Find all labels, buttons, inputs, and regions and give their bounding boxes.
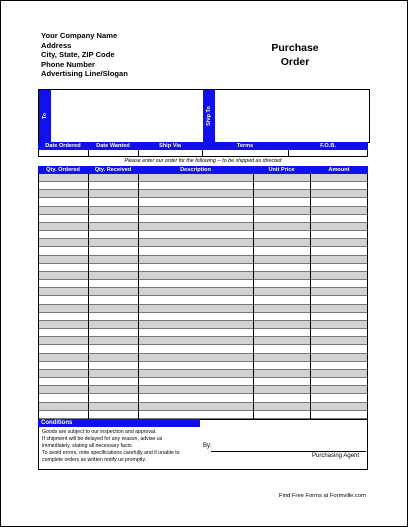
header-fob: F.O.B.: [320, 143, 336, 149]
address-section: [38, 89, 370, 143]
terms-field[interactable]: [203, 150, 289, 156]
footer-credit: Find Free Forms at Formville.com: [279, 493, 366, 499]
condition-line: If shipment will be delayed for any reason, advise us: [42, 436, 163, 443]
header-terms: Terms: [236, 143, 254, 149]
to-address-field[interactable]: [51, 90, 203, 142]
condition-line: Goods are subject to our inspection and approval.: [42, 429, 157, 435]
title-line-2: Order: [280, 55, 310, 68]
conditions-text: [38, 427, 200, 470]
title-line-1: Purchase: [271, 42, 319, 54]
header-ship-via: Ship Via: [159, 143, 181, 149]
signature-section: [200, 419, 368, 470]
column-divider: [88, 174, 89, 419]
header-description: Description: [180, 167, 211, 173]
column-divider: [138, 174, 139, 419]
order-info-values: [38, 150, 368, 157]
items-table-header: [38, 166, 368, 174]
ship-to-address-field[interactable]: [215, 90, 369, 142]
order-info-header: [38, 142, 368, 150]
by-label: By:: [203, 443, 212, 449]
to-tab: [39, 90, 51, 142]
company-address: Address: [41, 40, 72, 50]
column-divider: [310, 174, 311, 419]
ship-to-label: Ship To: [206, 106, 212, 126]
ship-via-field[interactable]: [139, 150, 203, 156]
column-divider: [253, 174, 254, 419]
purchasing-agent-label: Purchasing Agent: [312, 453, 360, 459]
ship-to-tab: [203, 90, 215, 142]
fob-field[interactable]: [289, 150, 367, 156]
header-unit-price: Unit Price: [268, 167, 295, 173]
date-ordered-field[interactable]: [39, 150, 89, 156]
date-wanted-field[interactable]: [89, 150, 139, 156]
company-phone: Phone Number: [41, 59, 96, 69]
header-date-wanted: Date Wanted: [96, 143, 130, 149]
items-table-body: [38, 174, 368, 419]
condition-line: immediately, stating all necessary facts.: [42, 443, 134, 450]
condition-line: complete orders as written notify us promptly.: [42, 457, 146, 464]
company-slogan: Advertising Line/Slogan: [41, 69, 128, 79]
signature-line[interactable]: [211, 451, 366, 452]
header-date-ordered: Date Ordered: [45, 143, 81, 149]
company-name: Your Company Name: [41, 31, 118, 40]
header-qty-received: Qty. Received: [94, 167, 132, 173]
document-title: [255, 42, 335, 69]
condition-line: To avoid errors, note specifications carefully and if unable to: [42, 450, 180, 457]
order-instruction: Please enter our order for the following -- to be shipped as directed: [124, 158, 282, 164]
header-qty-ordered: Qty. Ordered: [46, 167, 80, 173]
conditions-header: Conditions: [38, 419, 200, 427]
company-info: [41, 31, 128, 79]
to-label: To: [42, 112, 48, 120]
header-amount: Amount: [328, 167, 350, 173]
company-city-state-zip: City, State, ZIP Code: [41, 50, 115, 60]
